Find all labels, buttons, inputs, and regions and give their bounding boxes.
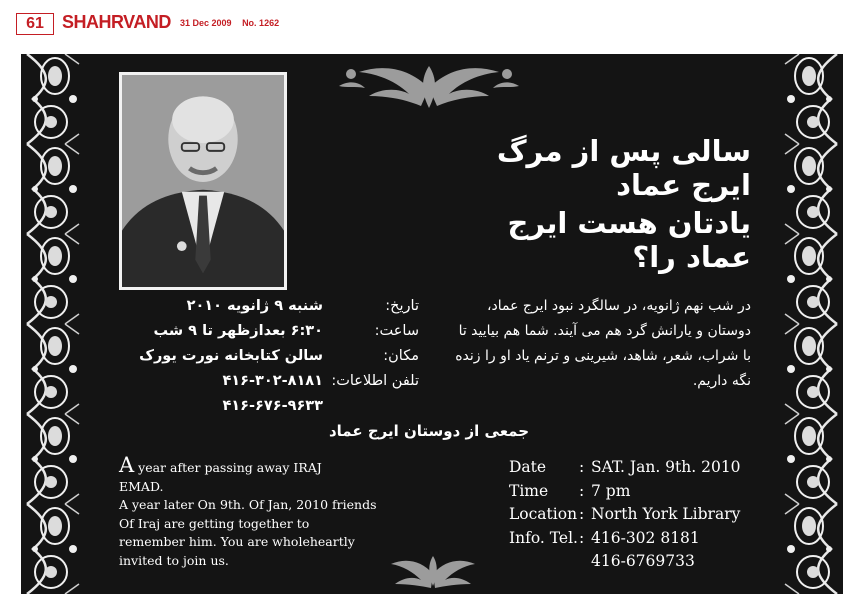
persian-phone-1: ۴۱۶-۳۰۲-۸۱۸۱ — [222, 373, 323, 389]
persian-phone-label: تلفن اطلاعات: — [331, 373, 419, 389]
persian-place-value: سالن کتابخانه نورت یورک — [139, 348, 323, 364]
english-date-value: SAT. Jan. 9th. 2010 — [591, 458, 741, 476]
english-tel-label: Info. Tel. — [509, 528, 578, 547]
persian-place-row — [115, 344, 419, 369]
page-number: 61 — [16, 13, 54, 35]
english-tel-1: 416-302 8181 — [591, 528, 700, 547]
persian-event-info — [115, 294, 419, 419]
persian-phone-row — [115, 369, 419, 394]
issue-info — [180, 18, 287, 28]
brand-logo: SHAHRVAND — [62, 12, 171, 32]
persian-title-line2: یادتان هست ایرج عماد را؟ — [507, 206, 751, 274]
lace-border-right — [779, 54, 843, 594]
english-message — [119, 453, 379, 570]
persian-date-label: تاریخ: — [385, 298, 419, 314]
issue-number: No. 1262 — [242, 18, 280, 28]
memorial-ad — [21, 54, 843, 594]
persian-time-row — [115, 319, 419, 344]
english-tel-colon: : — [579, 528, 585, 547]
english-message-line2: EMAD. — [119, 478, 164, 494]
persian-date-value: شنبه ۹ ژانویه ۲۰۱۰ — [186, 298, 323, 314]
english-time-label: Time — [509, 481, 549, 500]
english-location-row — [509, 503, 749, 527]
page-header — [0, 0, 864, 46]
english-time-row — [509, 480, 749, 504]
drop-cap: A — [119, 453, 135, 477]
persian-phone-2: ۴۱۶-۶۷۶-۹۶۳۳ — [222, 398, 323, 414]
lace-border-left — [21, 54, 85, 594]
english-location-value: North York Library — [591, 505, 741, 523]
english-tel-2: 416-6769733 — [591, 552, 695, 570]
persian-phone-row-2 — [115, 394, 419, 419]
english-location-label: Location — [509, 505, 578, 523]
english-message-line1-text: year after passing away IRAJ — [134, 460, 322, 475]
english-location-colon: : — [579, 505, 585, 523]
english-tel-row-2 — [509, 550, 749, 574]
english-message-line1 — [119, 453, 379, 478]
bottom-ornament — [385, 552, 481, 592]
top-ornament — [329, 58, 529, 114]
persian-time-label: ساعت: — [374, 323, 419, 339]
persian-invitation-text: در شب نهم ژانویه، در سالگرد نبود ایرج عماد، دوستان و یارانش گرد هم می آیند. شما هم بیایید تا با شراب، شعر، شاهد، شیرینی و ترنم یاد او را زنده نگه داریم. — [455, 298, 751, 389]
persian-date-row — [115, 294, 419, 319]
english-date-label: Date — [509, 458, 547, 476]
persian-signature: جمعی از دوستان ایرج عماد — [328, 422, 530, 440]
persian-time-value: ۶:۳۰ بعدازظهر تا ۹ شب — [153, 323, 323, 339]
persian-title-line1: سالی پس از مرگ ایرج عماد — [496, 134, 751, 202]
english-tel-row — [509, 527, 749, 551]
english-event-info — [509, 456, 749, 574]
english-date-row — [509, 456, 749, 480]
english-time-value: 7 pm — [591, 481, 631, 500]
persian-place-label: مکان: — [383, 348, 419, 364]
portrait-photo — [119, 72, 287, 290]
english-date-colon: : — [579, 458, 585, 476]
english-message-body: A year later On 9th. Of Jan, 2010 friends Of Iraj are getting together to remember him. You are wholeheartly invited to join us. — [119, 497, 377, 568]
english-time-colon: : — [579, 481, 585, 500]
issue-date: 31 Dec 2009 — [180, 18, 232, 28]
